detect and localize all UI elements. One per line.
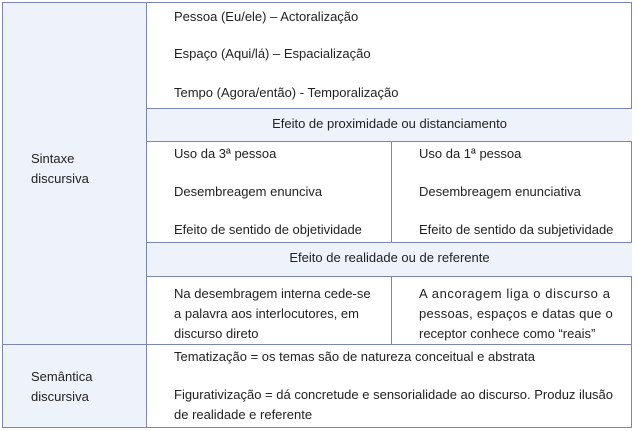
semantica-label-2: discursiva: [31, 389, 89, 404]
header-proximidade: [147, 108, 632, 141]
header-realidade: [147, 242, 632, 276]
left-item-2: Desembreagem enunciva: [174, 184, 323, 199]
left-para-line-1: Na desembragem interna cede-se: [174, 286, 371, 301]
item-tempo: Tempo (Agora/então) - Temporalização: [174, 85, 399, 100]
divider-h3: [146, 242, 632, 243]
left-paragraph: [147, 276, 391, 344]
divider-mid-1: [391, 141, 392, 242]
right-item-3: Efeito de sentido da subjetividade: [419, 222, 614, 237]
right-col-primeira: [392, 141, 632, 242]
left-col-terceira: [147, 141, 391, 242]
sintaxe-label-cell: [3, 3, 146, 344]
divider-h4: [146, 276, 632, 277]
left-item-3: Efeito de sentido de objetividade: [174, 222, 362, 237]
left-para-line-2: a palavra aos interlocutores, em: [174, 306, 359, 321]
right-para-line-3: receptor conhece como “reais”: [419, 326, 596, 341]
divider-h1: [146, 108, 632, 109]
tematizacao: Tematização = os temas são de natureza conceitual e abstrata: [174, 349, 535, 364]
divider-mid-2: [391, 276, 392, 344]
semantica-content: [147, 344, 632, 427]
right-item-1: Uso da 1ª pessoa: [419, 146, 522, 161]
discourse-table: [2, 2, 632, 428]
left-item-1: Uso da 3ª pessoa: [174, 146, 277, 161]
right-item-2: Desembreagem enunciativa: [419, 184, 581, 199]
sintaxe-label-1: Sintaxe: [31, 151, 75, 166]
item-espaco: Espaço (Aqui/lá) – Espacialização: [174, 46, 371, 61]
right-para-line-2: pessoas, espaços e datas que o: [419, 306, 613, 321]
figurativizacao-2: de realidade e referente: [174, 407, 313, 422]
semantica-label-1: Semântica: [31, 369, 93, 384]
figurativizacao-1: Figurativização = dá concretude e sensorialidade ao discurso. Produz ilusão: [174, 387, 614, 402]
divider-h2: [146, 141, 632, 142]
header-proximidade-text: Efeito de proximidade ou distanciamento: [272, 116, 507, 131]
item-pessoa: Pessoa (Eu/ele) – Actoralização: [174, 9, 359, 24]
divider-col1: [146, 3, 147, 427]
left-para-line-3: discurso direto: [174, 326, 259, 341]
right-paragraph: [392, 276, 632, 344]
enunciation-categories: [147, 3, 632, 108]
semantica-label-cell: [3, 344, 146, 427]
header-realidade-text: Efeito de realidade ou de referente: [289, 250, 490, 265]
sintaxe-label-2: discursiva: [31, 171, 89, 186]
divider-h5: [3, 344, 632, 345]
right-para-line-1: A ancoragem liga o discurso a: [419, 286, 611, 301]
